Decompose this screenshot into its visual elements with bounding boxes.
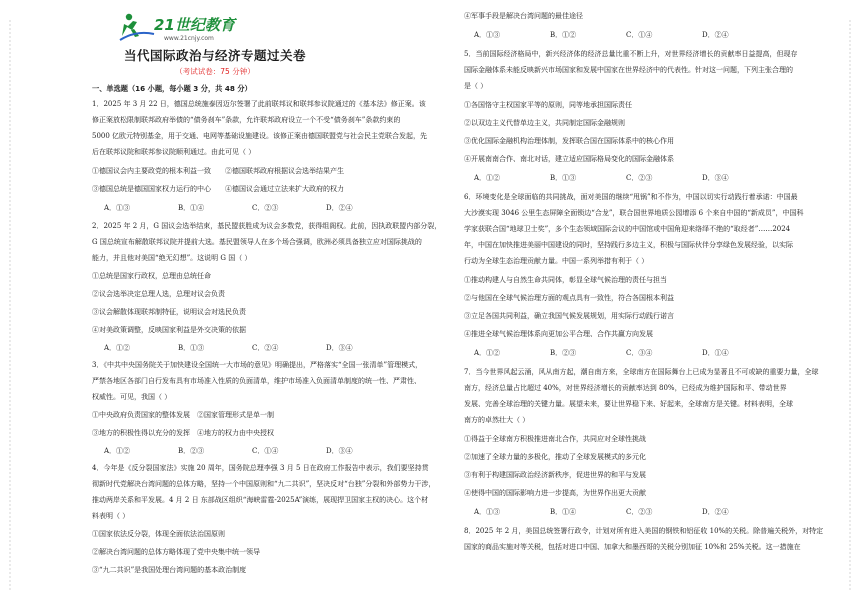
- q4-statement-3: ③“九二共识”是我国处理台湾问题的基本政治制度: [92, 566, 247, 574]
- q5-line-2: 国际金融体系未能反映新兴市场国家和发展中国家在世界经济中的代表性。针对这一问题，下列主张合理的: [464, 66, 793, 74]
- q7-line-1: 7．当今世界风起云涌，风从南方起，潮自南方来，全球南方在国际舞台上已成为显著且不可或缺的重要力量，全球: [464, 368, 819, 376]
- q4-line-1: 4．今年是《反分裂国家法》实施 20 周年，国务院总理李强 3 月 5 日在政府工作报告中表示，我们要坚持贯: [92, 464, 429, 472]
- q6-statement-3: ③立足各国共同利益，确立我国气候发展规划，用实际行动践行诺言: [464, 312, 674, 320]
- q2-statement-2: ②议会选举决定总理人选，总理对议会负责: [92, 290, 225, 298]
- q5-statement-1: ①各国恪守主权国家平等的原则，同等地承担国际责任: [464, 101, 632, 109]
- page-title: 当代国际政治与经济专题过关卷: [123, 48, 306, 63]
- q7-statement-1: ①得益于全球南方积极推进南北合作，共同应对全球性挑战: [464, 435, 646, 443]
- q2-line-3: 能力，并且他对美国“绝无幻想”。这说明 G 国（ ）: [92, 254, 252, 262]
- q6-line-4: 年，中国在加快推进美丽中国建设的同时，坚持践行多边主义，积极与国际伙伴分享绿色发展经验，以实际: [464, 241, 793, 249]
- q1-line-2: 修正案放松限制联邦政府举债的“债务刹车”条款，允许联邦政府设立一个不受“债务刹车”条款约束的: [92, 116, 401, 124]
- q3-option-b[interactable]: B．②③: [178, 447, 205, 455]
- q5-statement-4: ④开展南南合作、南北对话，建立适应国际格局变化的国际金融体系: [464, 155, 674, 163]
- q6-option-a[interactable]: A．①②: [474, 349, 501, 357]
- q2-statement-1: ①总统是国家行政权，总理由总统任命: [92, 272, 211, 280]
- q7-option-b[interactable]: B．①④: [550, 508, 577, 516]
- q4-option-d[interactable]: D．②④: [702, 31, 729, 39]
- q5-option-b[interactable]: B．①③: [550, 174, 577, 182]
- q8-line-1: 8．2025 年 2 月，美国总统签署行政令，计划对所有进入美国的钢铁和铝征收 10%的关税。除普遍关税外，对特定: [464, 527, 824, 535]
- q4-option-c[interactable]: C．①④: [626, 31, 653, 39]
- q7-option-a[interactable]: A．①③: [474, 508, 501, 516]
- q4-line-4: 料表明（ ）: [92, 512, 130, 520]
- q4-option-a[interactable]: A．①③: [474, 31, 501, 39]
- q5-line-3: 是（ ）: [464, 82, 488, 90]
- q5-statement-2: ②以双边主义代替单边主义，共同制定国际金融规则: [464, 119, 625, 127]
- right-column: [430, 0, 860, 608]
- q5-line-1: 5．当前国际经济格局中，新兴经济体的经济总量比重不断上升，对世界经济增长的贡献率日益提高，但现存: [464, 50, 798, 58]
- q1-line-4: 后在联邦议院和联邦参议院顺利通过。由此可见（ ）: [92, 148, 256, 156]
- exam-time: （考试试卷：75 分钟）: [175, 67, 255, 76]
- q7-line-3: 发展、完善全球治理的关键力量。展望未来，要让世界稳下来、好起来，全球南方是关键。材料表明，全球: [464, 400, 793, 408]
- q3-option-d[interactable]: D．③④: [326, 447, 353, 455]
- q3-line-3: 权威性。可见，我国（ ）: [92, 393, 172, 401]
- q6-line-2: 大沙漠实现 3046 公里生态屏障全面锁边“合龙”，联合国世界地质公园增添 6 个来自中国的“新成员”，中国科: [464, 209, 804, 217]
- binding-margin-right: [846, 0, 854, 608]
- q2-option-a[interactable]: A．①②: [104, 344, 131, 352]
- q1-option-b[interactable]: B．①④: [178, 204, 205, 212]
- q2-option-d[interactable]: D．③④: [326, 344, 353, 352]
- q2-statement-3: ③议会解散体现联邦制特征，说明议会对选民负责: [92, 308, 246, 316]
- runner-icon: [120, 14, 154, 40]
- q3-statement-1: ①中央政府负责国家的整体发展 ②国家管理形式是单一制: [92, 411, 274, 419]
- q6-option-d[interactable]: D．①④: [702, 349, 729, 357]
- q5-option-c[interactable]: C．②③: [626, 174, 653, 182]
- q7-statement-4: ④使得中国的国际影响力进一步提高，为世界作出更大贡献: [464, 489, 646, 497]
- q1-statement-1: ①德国议会内主要政党的根本利益一致 ②德国联邦政府根据议会选举结果产生: [92, 167, 344, 175]
- q6-option-c[interactable]: C．③④: [626, 349, 653, 357]
- q7-statement-3: ③有利于构建国际政治经济新秩序，促进世界的和平与发展: [464, 471, 646, 479]
- q1-line-3: 5000 亿欧元特别基金，用于交通、电网等基础设施建设。该修正案由德国联盟党与社会民主党联合发起，先: [92, 132, 428, 140]
- q6-line-5: 行动为全球生态治理贡献力量。中国一系列举措有利于（ ）: [464, 257, 649, 265]
- q6-statement-2: ②与他国在全球气候治理方面的观点具有一致性，符合各国根本利益: [464, 294, 674, 302]
- q5-statement-3: ③优化国际金融机构治理体制，发挥联合国在国际体系中的核心作用: [464, 137, 674, 145]
- q2-line-2: G 国总统宣布解散联邦议院并提前大选。基民盟领导人在多个场合强调，欧洲必须具备独立应对国际挑战的: [92, 238, 422, 246]
- q7-option-c[interactable]: C．②③: [626, 508, 653, 516]
- q4-line-3: 推动两岸关系和平发展。4 月 2 日 东部战区组织“海峡雷霆-2025A”演练，展现捍卫国家主权的决心。这个材: [92, 496, 429, 504]
- q6-statement-1: ①推动构建人与自然生命共同体，彰显全球气候治理的责任与担当: [464, 276, 667, 284]
- q1-option-a[interactable]: A．①③: [104, 204, 131, 212]
- q2-statement-4: ④对美政策调整，反映国家利益是外交决策的依据: [92, 326, 246, 334]
- q4-statement-2: ②解决台湾问题的总体方略体现了党中央集中统一领导: [92, 548, 260, 556]
- q3-option-a[interactable]: A．①②: [104, 447, 131, 455]
- q4-option-b[interactable]: B．①②: [550, 31, 577, 39]
- q7-option-d[interactable]: D．②④: [702, 508, 729, 516]
- q5-option-a[interactable]: A．①②: [474, 174, 501, 182]
- q7-line-4: 南方的卓然壮大（ ）: [464, 416, 530, 424]
- q2-line-1: 2．2025 年 2 月，G 国议会选举结束，基民盟获胜成为议会多数党，获得组阁权。此前，因执政联盟内部分裂，: [92, 222, 442, 230]
- logo-text: 21世纪教育: [154, 16, 235, 34]
- q1-option-d[interactable]: D．②④: [326, 204, 353, 212]
- q3-line-2: 严禁各地区各部门自行发布具有市场准入性质的负面清单，维护市场准入负面清单制度的统一性、严肃性、: [92, 377, 421, 385]
- q3-statement-2: ③地方的积极性得以充分的发挥 ④地方的权力由中央授权: [92, 429, 274, 437]
- q7-line-2: 南方，经济总量占比超过 40%，对世界经济增长的贡献率达到 80%，已经成为维护国际和平、带动世界: [464, 384, 787, 392]
- q4-line-2: 彻新时代党解决台湾问题的总体方略，坚持一个中国原则和“九二共识”，坚决反对“台独”分裂和外部势力干涉，: [92, 480, 436, 488]
- q2-option-b[interactable]: B．①③: [178, 344, 205, 352]
- q3-option-c[interactable]: C．①④: [252, 447, 279, 455]
- q5-option-d[interactable]: D．③④: [702, 174, 729, 182]
- q8-line-2: 国家的商品实施对等关税，包括对进口中国、加拿大和墨西哥的关税分别加征 10%和 25%关税。这一措施在: [464, 543, 801, 551]
- logo: [118, 10, 268, 44]
- q6-option-b[interactable]: B．②③: [550, 349, 577, 357]
- logo-sub: www.21cnjy.com: [164, 35, 214, 42]
- q7-statement-2: ②加速了全球力量的多极化，推动了全球发展模式的多元化: [464, 453, 646, 461]
- q2-option-c[interactable]: C．②④: [252, 344, 279, 352]
- q6-line-1: 6．环境变化是全球面临的共同挑战，面对美国的继续“甩锅”和不作为，中国以切实行动践行着承诺：中国最: [464, 193, 798, 201]
- q6-statement-4: ④推进全球气候治理体系向更加公平合理、合作共赢方向发展: [464, 330, 653, 338]
- q1-line-1: 1．2025 年 3 月 22 日，德国总统施泰因迈尔签署了此前联邦议和联邦参议院通过的《基本法》修正案。该: [92, 100, 426, 108]
- q1-option-c[interactable]: C．②③: [252, 204, 279, 212]
- q4-statement-1: ①国家依法反分裂，体现全面依法治国原则: [92, 530, 225, 538]
- q4-statement-4: ④军事手段是解决台湾问题的最佳途径: [464, 12, 583, 20]
- q3-line-1: 3．《中共中央国务院关于加快建设全国统一大市场的意见》明确提出，严格落实“全国一张清单”管理模式，: [92, 361, 423, 369]
- q1-statement-2: ③德国总统是德国国家权力运行的中心 ④德国议会通过立法来扩大政府的权力: [92, 185, 344, 193]
- section-title: 一、单选题（16 小题，每小题 3 分，共 48 分）: [92, 84, 252, 93]
- q6-line-3: 学家获联合国“地球卫士奖”，多个生态领域国际会议的中国馆或中国角迎来络绎不绝的“取经者”……2024: [464, 225, 791, 233]
